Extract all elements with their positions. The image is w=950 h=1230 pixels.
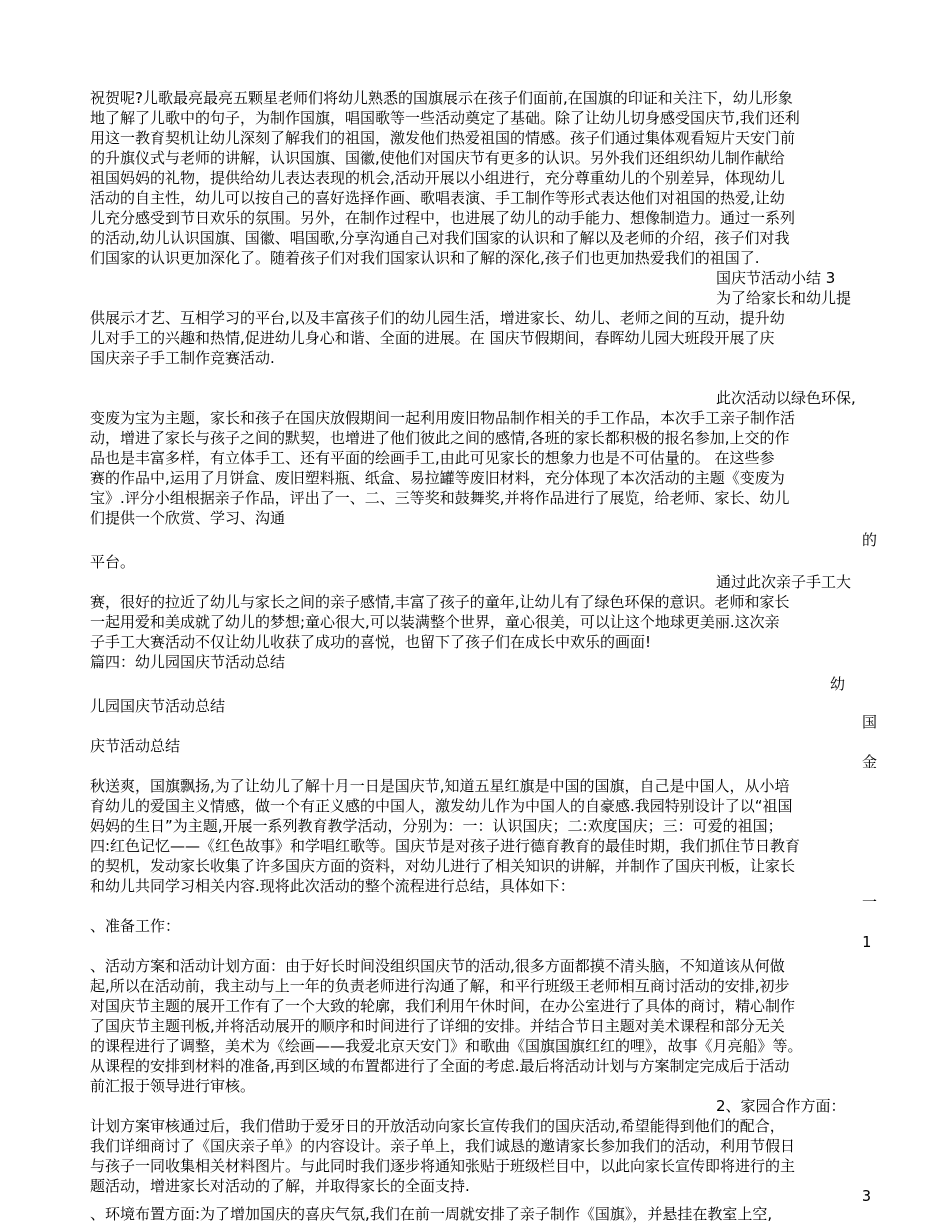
section-title: 篇四：幼儿园国庆节活动总结: [90, 653, 286, 671]
text-line: 赛的作品中,运用了月饼盒、废旧塑料瓶、纸盒、易拉罐等废旧材料，充分体现了本次活动的主题《变废为: [90, 469, 785, 487]
text-line: 供展示才艺、互相学习的平台,以及丰富孩子们的幼儿园生活，增进家长、幼儿、老师之间的互动，提升幼: [90, 309, 785, 327]
text-line: 育幼儿的爱国主义情感，做一个有正义感的中国人，激发幼儿作为中国人的自豪感.我园特别设计了以“祖国: [90, 797, 793, 815]
text-line: 的课程进行了调整，美术为《绘画——我爱北京天安门》和歌曲《国旗国旗红红的哩》，故事《月亮船》等。: [90, 1037, 803, 1055]
text-line: 国庆亲子手工制作竞赛活动.: [90, 349, 275, 367]
text-line: 与孩子一同收集相关材料图片。与此同时我们逐步将通知张贴于班级栏目中，以此向家长宣传即将进行的主: [90, 1157, 796, 1175]
text-line: 庆节活动总结: [90, 737, 181, 755]
text-line: 祖国妈妈的礼物，提供给幼儿表达表现的机会,活动开展以小组进行，充分尊重幼儿的个别差异，体现幼儿: [90, 169, 785, 187]
text-line: 了国庆节主题刊板,并将活动展开的顺序和时间进行了详细的安排。并结合节日主题对美术课程和部分无关: [90, 1017, 785, 1035]
text-line: 起,所以在活动前，我主动与上一年的负责老师进行沟通了解，和平行班级王老师相互商讨活动的安排,初步: [90, 977, 790, 995]
text-line: 的契机，发动家长收集了许多国庆方面的资料，对幼儿进行了相关知识的讲解，并制作了国庆刊板，让家长: [90, 857, 796, 875]
paragraph-start: 此次活动以绿色环保,: [716, 389, 856, 407]
text-line: 、活动方案和活动计划方面：由于好长时间没组织国庆节的活动,很多方面都摸不清头脑，不知道该从何做: [90, 957, 785, 975]
text-line: 对国庆节主题的展开工作有了一个大致的轮廓，我们利用午休时间，在办公室进行了具体的商讨，精心制作: [90, 997, 796, 1015]
text-line: 们提供一个欣赏、学习、沟通: [90, 509, 286, 527]
text-line: 四:红色记忆——《红色故事》和学唱红歌等。国庆节是对孩子进行德育教育的最佳时期，我们抓住节日教育: [90, 837, 801, 855]
text-line: 活动的自主性，幼儿可以按自己的喜好选择作画、歌唱表演、手工制作等形式表达他们对祖国的热爱,让幼: [90, 189, 785, 207]
list-number: 1: [862, 933, 872, 951]
text-line: 宝》.评分小组根据亲子作品，评出了一、二、三等奖和鼓舞奖,并将作品进行了展览，给老师、家长、幼儿: [90, 489, 790, 507]
orphan-char: 金: [862, 753, 878, 771]
text-line: 、准备工作：: [90, 917, 181, 935]
list-number: 3: [862, 1187, 872, 1205]
subsection-heading: 2、家园合作方面：: [716, 1097, 846, 1115]
text-line: 品也是丰富多样，有立体手工、还有平面的绘画手工,由此可见家长的想象力也是不可估量的。 在这些参: [90, 449, 775, 467]
paragraph-start: 为了给家长和幼儿提: [716, 289, 852, 307]
orphan-char: 的: [862, 531, 878, 549]
orphan-char: 幼: [830, 675, 846, 693]
text-line: 儿充分感受到节日欢乐的氛围。另外，在制作过程中，也进展了幼儿的动手能力、想像制造力。通过一系列: [90, 209, 796, 227]
text-line: 和幼儿共同学习相关内容.现将此次活动的整个流程进行总结，具体如下：: [90, 877, 575, 895]
section-heading-3: 国庆节活动小结 3: [716, 269, 836, 287]
text-line: 的活动,幼儿认识国旗、国徽、唱国歌,分享沟通自己对我们国家的认识和了解以及老师的介绍，孩子们对我: [90, 229, 790, 247]
text-line: 我们详细商讨了《国庆亲子单》的内容设计。亲子单上，我们诚恳的邀请家长参加我们的活动，利用节假日: [90, 1137, 796, 1155]
text-line: 变废为宝为主题，家长和孩子在国庆放假期间一起利用废旧物品制作相关的手工作品，本次手工亲子制作活: [90, 409, 796, 427]
text-line: 们国家的认识更加深化了。随着孩子们对我们国家认识和了解的深化,孩子们也更加热爱我们的祖国了.: [90, 249, 760, 267]
text-line: 祝贺呢?儿歌最亮最亮五颗星老师们将幼儿熟悉的国旗展示在孩子们面前,在国旗的印证和关注下，幼儿形象: [90, 89, 793, 107]
text-line: 从课程的安排到材料的准备,再到区域的布置都进行了全面的考虑.最后将活动计划与方案制定完成后于活动: [90, 1057, 790, 1075]
text-line: 的升旗仪式与老师的讲解，认识国旗、国徽,使他们对国庆节有更多的认识。另外我们还组织幼儿制作献给: [90, 149, 785, 167]
text-line: 秋送爽，国旗飘扬,为了让幼儿了解十月一日是国庆节,知道五星红旗是中国的国旗，自己是中国人，从小培: [90, 777, 790, 795]
paragraph-start: 通过此次亲子手工大: [716, 573, 852, 591]
orphan-char: 一: [862, 893, 878, 911]
text-line: 地了解了儿歌中的句子，为制作国旗，唱国歌等一些活动奠定了基础。除了让幼儿切身感受国庆节,我们还利: [90, 109, 800, 127]
text-line: 、环境布置方面:为了增加国庆的喜庆气氛,我们在前一周就安排了亲子制作《国旗》，并悬挂在教室上空,: [90, 1205, 773, 1223]
text-line: 前汇报于领导进行审核。: [90, 1077, 256, 1095]
text-line: 平台。: [90, 553, 136, 571]
text-line: 用这一教育契机让幼儿深刻了解我们的祖国，激发他们热爱祖国的情感。孩子们通过集体观看短片天安门前: [90, 129, 796, 147]
text-line: 赛，很好的拉近了幼儿与家长之间的亲子感情,丰富了孩子的童年,让幼儿有了绿色环保的意识。老师和家长: [90, 593, 790, 611]
text-line: 子手工大赛活动不仅让幼儿收获了成功的喜悦，也留下了孩子们在成长中欢乐的画面!: [90, 633, 652, 651]
text-line: 儿对手工的兴趣和热情,促进幼儿身心和谐、全面的进展。在 国庆节假期间，春晖幼儿园大班段开展了庆: [90, 329, 775, 347]
orphan-char: 国: [862, 713, 878, 731]
text-line: 计划方案审核通过后，我们借助于爱牙日的开放活动向家长宣传我们的国庆活动,希望能得到他们的配合，: [90, 1117, 785, 1135]
text-line: 儿园国庆节活动总结: [90, 697, 226, 715]
text-line: 动，增进了家长与孩子之间的默契，也增进了他们彼此之间的感情,各班的家长都积极的报名参加,上交的作: [90, 429, 790, 447]
text-line: 题活动，增进家长对活动的了解，并取得家长的全面支持.: [90, 1177, 470, 1195]
text-line: 一起用爱和美成就了幼儿的梦想;童心很大,可以装满整个世界，童心很美，可以让这个地球更美丽.这次亲: [90, 613, 780, 631]
text-line: 妈妈的生日”为主题,开展一系列教育教学活动，分别为：一：认识国庆；二:欢度国庆；三：可爱的祖国；: [90, 817, 783, 835]
